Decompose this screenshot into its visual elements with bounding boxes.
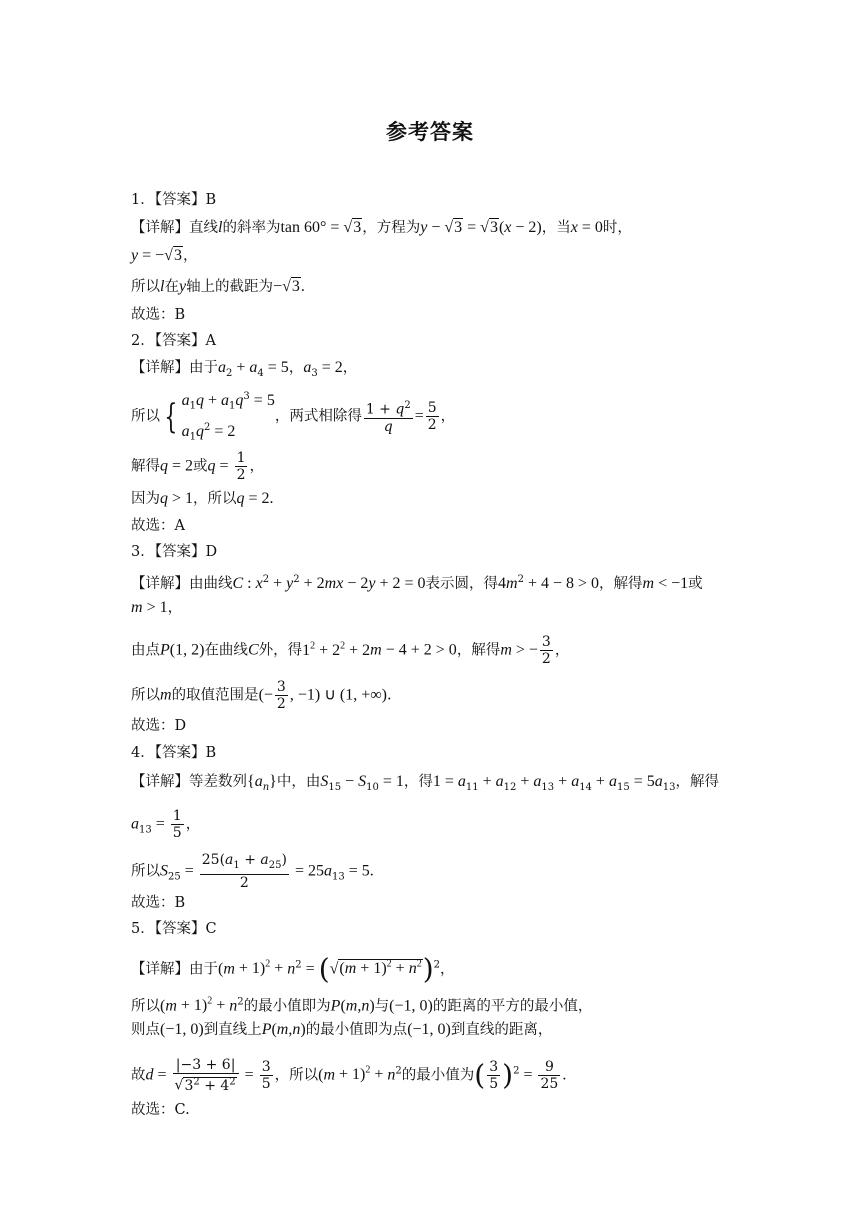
answer-1-conclusion: 故选：B [131,307,186,323]
answer-3-line-3: 由点P(1, 2)在曲线C外，得$1^2 + 2^2 + 2m - 4 + 2 > 0$，解得m > − $\frac{3}{2}$ ， [131,634,570,667]
answer-5-header: 5．【答案】C [131,921,217,937]
answer-5-line-4: 故d = $\frac{|-3 + 6|}{√3^2 + 4^2}$ = $\frac{3}{5}$ ，所以$(m + 1)^2 + n^2$的最小值为( $\frac{3}{5}$ )$^2$ = $\frac{9}{25}$ . [131,1057,567,1094]
answer-1-line-1: 【详解】直线l的斜率为tan 60° = √3，方程为y − √3 = √3(x − 2)，当x = 0时， [131,219,632,236]
answer-3-header: 3．【答案】D [131,544,218,560]
answer-4-line-2: $a_{13}$ = $\frac{1}{5}$ ， [131,808,201,841]
answer-3-conclusion: 故选：D [131,718,187,734]
answer-1-line-3: 所以l在y轴上的截距为−√3. [131,278,305,295]
answer-2-header: 2．【答案】A [131,333,216,349]
answer-3-line-2: m > 1， [131,599,183,616]
answer-4-line-3: 所以$S_{25}$ = $\frac{25(a_1 + a_{25})}{2}$ = $25a_{13} = 5$. [131,852,374,891]
answer-4-header: 4．【答案】B [131,745,217,761]
page-title: 参考答案 [386,120,474,144]
answer-3-line-1: 【详解】由曲线C : $x^2 + y^2 + 2mx - 2y + 2 = 0$表示圆，得$4m^2 + 4 - 8 > 0$，解得m < −1或 [131,574,703,592]
answer-4-line-1: 【详解】等差数列$\{a_n\}$中，由$S_{15} - S_{10} = 1$，得$1 = a_{11} + a_{12} + a_{13} + a_{14} + a_{15} = 5a_{13}$，解得 [131,773,719,793]
answer-2-line-1: 【详解】由于$a_2 + a_4 = 5$，$a_3 = 2$， [131,359,358,379]
answer-2-line-4: 因为q > 1，所以q = 2. [131,490,274,507]
answer-1-header: 1．【答案】B [131,192,217,208]
answer-5-line-2: 所以$(m + 1)^2 + n^2$的最小值即为P(m,n)与(−1, 0)的距离的平方的最小值， [131,996,593,1015]
answer-2-line-2: 所以 { $a_1q + a_1q^3 = 5$ $a_1q^2 = 2$，两式相除得 $\frac{1 + q^2}{q}$ = $\frac{5}{2}$ ， [131,391,456,443]
answer-5-conclusion: 故选：C. [131,1102,190,1118]
answer-2-line-3: 解得q = 2或q = $\frac{1}{2}$ ， [131,450,264,483]
answer-5-line-1: 【详解】由于$(m + 1)^2 + n^2 = (√(m + 1)^2 + n^2)^2$， [131,952,455,986]
answer-4-conclusion: 故选：B [131,895,186,911]
answer-2-conclusion: 故选：A [131,518,185,534]
answer-5-line-3: 则点(−1, 0)到直线上P(m,n)的最小值即为点(−1, 0)到直线的距离， [131,1021,553,1038]
answer-3-line-4: 所以m的取值范围是(− $\frac{3}{2}$ , −1) ∪ (1, +∞). [131,679,392,712]
answer-1-line-2: y = −√3， [131,247,198,264]
